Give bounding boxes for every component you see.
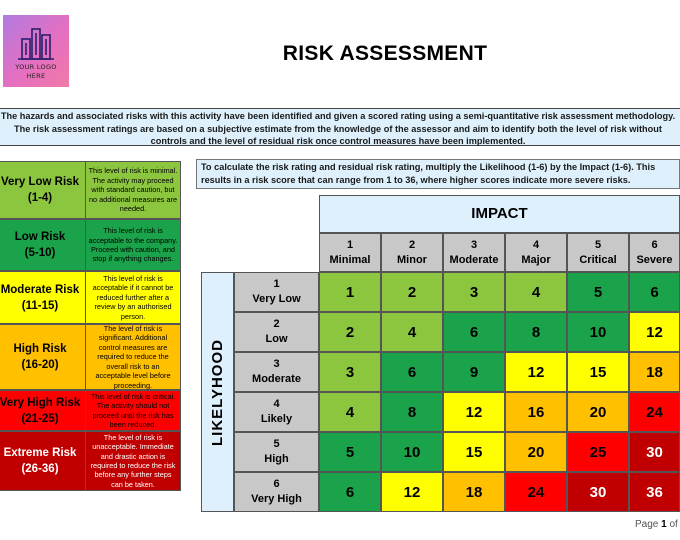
legend-label: Moderate Risk [0,283,80,296]
risk-score-cell: 10 [381,432,443,472]
likelihood-number: 5 [273,438,280,450]
impact-label: Critical [579,253,617,266]
impact-column-header [443,233,505,272]
risk-score-cell: 20 [505,432,567,472]
legend-row [0,219,181,271]
legend-description: The level of risk is unacceptable. Immediate and drastic action is required to reduce the risk before any further steps can be taken. [86,431,181,491]
page-prefix: Page [635,519,659,530]
risk-score-cell: 5 [319,432,381,472]
legend-description: The level of risk is significant. Additional control measures are required to reduce the overall risk to an acceptable level before proceeding. [86,324,181,390]
impact-column-header [381,233,443,272]
risk-score-cell: 12 [629,312,680,352]
risk-score-cell: 1 [319,272,381,312]
legend-row [0,324,181,390]
risk-score-cell: 3 [319,352,381,392]
likelihood-heading-label: LIKELYHOOD [209,338,226,446]
likelihood-heading [201,272,234,512]
impact-number: 6 [651,238,658,251]
legend-description: This level of risk is minimal. The activity may proceed with standard caution, but no additional measures are needed. [86,161,181,219]
risk-score-cell: 8 [505,312,567,352]
impact-number: 1 [346,238,354,251]
impact-number: 3 [470,238,478,251]
likelihood-label: High [264,453,289,465]
likelihood-number: 2 [273,318,280,330]
likelihood-label: Low [265,333,288,345]
legend-category [0,390,86,431]
risk-score-cell: 2 [381,272,443,312]
impact-number: 4 [532,238,540,251]
risk-score-cell: 9 [443,352,505,392]
impact-label: Severe [636,253,673,266]
likelihood-number: 4 [273,398,280,410]
legend-range: (26-36) [21,463,59,475]
logo-text-line2: HERE [26,72,46,80]
legend-category [0,219,86,271]
building-icon [16,25,56,61]
risk-score-cell: 5 [567,272,629,312]
likelihood-row-header [234,272,319,312]
risk-score-cell: 15 [567,352,629,392]
risk-score-cell: 6 [381,352,443,392]
risk-score-cell: 4 [381,312,443,352]
likelihood-number: 3 [273,358,280,370]
likelihood-number: 1 [273,278,280,290]
risk-score-cell: 10 [567,312,629,352]
likelihood-number: 6 [273,478,280,490]
likelihood-label: Likely [260,413,293,425]
risk-score-cell: 12 [505,352,567,392]
legend-category [0,324,86,390]
legend-label: Low Risk [14,231,66,243]
legend-description: This level of risk is acceptable to the company. Proceed with caution, and stop if anything changes. [86,219,181,271]
risk-score-cell: 18 [443,472,505,512]
likelihood-label: Very High [251,493,302,505]
risk-score-cell: 3 [443,272,505,312]
impact-number: 2 [408,238,416,251]
risk-score-cell: 12 [443,392,505,432]
risk-score-cell: 6 [629,272,680,312]
legend-label: Extreme Risk [3,447,77,459]
impact-column-header [505,233,567,272]
page-of: of [669,519,678,530]
page-title: RISK ASSESSMENT [282,42,488,65]
legend-label: High Risk [13,343,67,355]
impact-number: 5 [594,238,602,251]
legend-range: (5-10) [24,247,56,259]
legend-category [0,161,86,219]
likelihood-label: Moderate [252,373,301,385]
impact-heading: IMPACT [319,195,680,233]
likelihood-row-header [234,392,319,432]
risk-score-cell: 6 [443,312,505,352]
legend-description: This level of risk is acceptable if it cannot be reduced further after a review by an authorised person. [86,271,181,324]
risk-score-cell: 20 [567,392,629,432]
legend-description: This level of risk is critical. The activity should not proceed until the risk has been reduced. [86,390,181,431]
legend-row [0,161,181,219]
impact-column-header [629,233,680,272]
legend-row [0,431,181,491]
legend-row [0,271,181,324]
likelihood-label: Very Low [252,293,301,305]
impact-label: Minimal [329,253,371,266]
risk-score-cell: 30 [567,472,629,512]
risk-score-cell: 25 [567,432,629,472]
risk-score-cell: 8 [381,392,443,432]
impact-column-header [319,233,381,272]
logo-text [15,63,56,81]
logo-placeholder [3,15,69,87]
intro-paragraph: The hazards and associated risks with this activity have been identified and given a scored rating using a semi-quantitative risk assessment methodology. The risk assessment ratings are based on a subjective estimate from the knowledge of the assessor and aim to identify both the level of risk without controls and the level of residual risk once control measures have been implemented. [0,108,680,146]
risk-score-cell: 12 [381,472,443,512]
impact-label: Moderate [449,253,499,266]
legend-label: Very Low Risk [1,176,79,188]
page-indicator [635,519,678,530]
likelihood-row-header [234,312,319,352]
logo-text-line1: YOUR LOGO [15,63,57,71]
legend-range: (21-25) [21,412,59,425]
page-current: 1 [661,519,667,530]
risk-score-cell: 30 [629,432,680,472]
risk-score-cell: 6 [319,472,381,512]
risk-score-cell: 2 [319,312,381,352]
risk-score-cell: 24 [505,472,567,512]
risk-score-cell: 18 [629,352,680,392]
risk-score-cell: 16 [505,392,567,432]
likelihood-row-header [234,352,319,392]
likelihood-row-header [234,472,319,512]
risk-score-cell: 24 [629,392,680,432]
legend-range: (11-15) [21,299,59,312]
legend-label: Very High Risk [0,396,81,409]
risk-score-cell: 4 [505,272,567,312]
legend-category [0,431,86,491]
impact-label: Minor [397,253,427,266]
impact-column-header [567,233,629,272]
likelihood-row-header [234,432,319,472]
legend-category [0,271,86,324]
legend-range: (16-20) [21,359,59,371]
calculation-note: To calculate the risk rating and residual risk rating, multiply the Likelihood (1-6) by the Impact (1-6). This results in a risk score that can range from 1 to 36, where higher scores indicate more severe risks. [196,159,680,189]
risk-score-cell: 15 [443,432,505,472]
risk-score-cell: 4 [319,392,381,432]
risk-score-cell: 36 [629,472,680,512]
impact-label: Major [521,253,551,266]
legend-row [0,390,181,431]
legend-range: (1-4) [27,192,53,204]
